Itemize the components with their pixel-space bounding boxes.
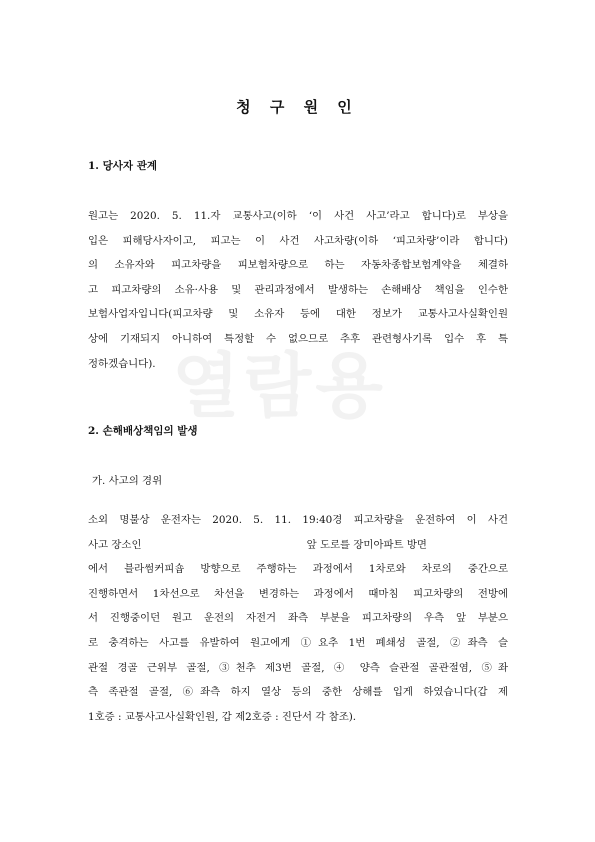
text-line: 측 족관절 골절, ⑥좌측 하지 열상 등의 중한 상해를 입게 하였습니다(갑 제 (88, 686, 508, 699)
text-line: 정하겠습니다). (88, 357, 156, 370)
text-line: 입은 피해당사자이고, 피고는 이 사건 사고차량(이하 ‘피고차량’이라 합니다) (88, 234, 508, 247)
text-line: 의 소유자와 피고차량을 피보험차량으로 하는 자동차종합보험계약을 체결하 (88, 259, 508, 272)
text-line: 원고는 2020. 5. 11.자 교통사고(이하 ‘이 사건 사고’라고 합니다)로 부상을 (88, 210, 508, 222)
text-line: 상에 기재되지 아니하여 특정할 수 없으므로 추후 관련형사기록 입수 후 특 (88, 332, 508, 345)
text-line: 로 충격하는 사고를 유발하여 원고에게 ①요추 1번 폐쇄성 골절, ②좌측 슬 (88, 636, 508, 649)
text-line: 소외 명불상 운전자는 2020. 5. 11. 19:40경 피고차량을 운전하여 이 사건 (88, 514, 508, 526)
subsection-heading-accident: 가. 사고의 경위 (92, 475, 163, 487)
text-line: 에서 블라썸커피숍 방향으로 주행하는 과정에서 1차로와 차로의 중간으로 (88, 563, 508, 576)
text-line: 고 피고차량의 소유·사용 및 관리과정에서 발생하는 손해배상 책임을 인수한 (88, 283, 508, 296)
text-line: 보험사업자입니다(피고차량 및 소유자 등에 대한 정보가 교통사고사실확인원 (88, 308, 508, 321)
text-line: 진행하면서 1차선으로 차선을 변경하는 과정에서 때마침 피고차량의 전방에 (88, 587, 508, 600)
section-heading-parties: 1. 당사자 관계 (88, 160, 157, 172)
paragraph-accident (88, 508, 508, 729)
text-line: 사고 장소인 앞 도로를 장미아파트 방면 (88, 538, 427, 551)
document-title: 청 구 원 인 (236, 98, 359, 116)
watermark: 열람용 (172, 345, 387, 427)
text-line: 관절 경골 근위부 골절, ③천추 제3번 골절, ④ 양측 슬관절 골관절염, ⑤좌 (88, 661, 508, 674)
paragraph-parties (88, 204, 508, 376)
text-line: 1호증 : 교통사고사실확인원, 갑 제2호증 : 진단서 각 참조). (88, 710, 357, 723)
text-line: 서 진행중이던 원고 운전의 자전거 좌측 부분을 피고차량의 우측 앞 부분으 (88, 612, 508, 625)
section-heading-liability: 2. 손해배상책임의 발생 (88, 425, 198, 437)
